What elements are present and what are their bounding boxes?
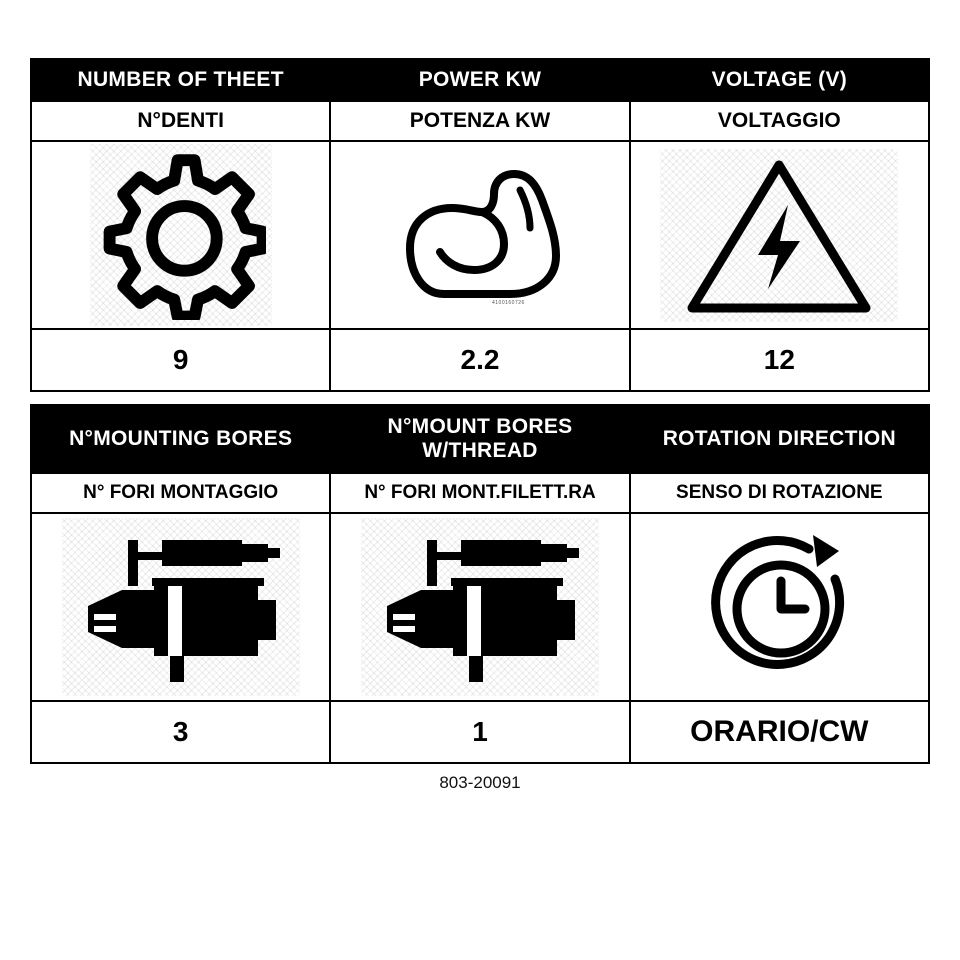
starter-icon-hatch-1 <box>62 518 300 696</box>
flexed-biceps-icon <box>370 160 590 310</box>
value-mounting-bores: 3 <box>31 701 330 763</box>
clockwise-rotation-clock-icon <box>689 527 869 687</box>
icon-cell-mount-bores-thread <box>330 513 629 701</box>
value-voltage: 12 <box>630 329 929 391</box>
part-code: 803-20091 <box>439 773 521 792</box>
starter-motor-icon <box>365 522 595 692</box>
header-en-power: POWER KW <box>330 59 629 101</box>
starter-icon-box-1 <box>32 514 329 700</box>
header-it-voltage: VOLTAGGIO <box>630 101 929 141</box>
voltage-icon-box <box>631 142 928 328</box>
icon-watermark: 4100160726 <box>491 300 525 306</box>
icon-cell-mounting-bores <box>31 513 330 701</box>
header-it-rotation-direction: SENSO DI ROTAZIONE <box>630 473 929 513</box>
value-rotation-direction: ORARIO/CW <box>630 701 929 763</box>
header-en-voltage: VOLTAGE (V) <box>630 59 929 101</box>
header-row-english-bottom <box>31 405 929 473</box>
spec-table-top <box>30 58 930 392</box>
biceps-icon-box <box>331 142 628 328</box>
icon-cell-power <box>330 141 629 329</box>
header-en-mount-bores-thread: N°MOUNT BORES W/THREAD <box>330 405 629 473</box>
gear-icon-hatch <box>90 144 272 326</box>
icon-row-bottom <box>31 513 929 701</box>
icon-cell-teeth <box>31 141 330 329</box>
value-power: 2.2 <box>330 329 629 391</box>
header-row-italian-bottom <box>31 473 929 513</box>
header-row-italian-top <box>31 101 929 141</box>
header-en-teeth: NUMBER OF THEET <box>31 59 330 101</box>
value-mount-bores-thread: 1 <box>330 701 629 763</box>
header-it-mounting-bores: N° FORI MONTAGGIO <box>31 473 330 513</box>
starter-icon-hatch-2 <box>361 518 599 696</box>
header-row-english-top <box>31 59 929 101</box>
value-row-top <box>31 329 929 391</box>
gear-icon-box <box>32 142 329 328</box>
value-teeth: 9 <box>31 329 330 391</box>
spec-sheet <box>30 58 930 793</box>
spec-table-bottom <box>30 404 930 764</box>
gear-icon <box>96 150 266 320</box>
starter-motor-icon <box>66 522 296 692</box>
starter-icon-box-2 <box>331 514 628 700</box>
header-en-rotation-direction: ROTATION DIRECTION <box>630 405 929 473</box>
high-voltage-warning-icon <box>684 153 874 318</box>
rotation-icon-box <box>631 514 928 700</box>
header-it-teeth: N°DENTI <box>31 101 330 141</box>
header-en-mounting-bores: N°MOUNTING BORES <box>31 405 330 473</box>
icon-cell-rotation-direction <box>630 513 929 701</box>
value-row-bottom <box>31 701 929 763</box>
header-it-mount-bores-thread: N° FORI MONT.FILETT.RA <box>330 473 629 513</box>
header-it-power: POTENZA KW <box>330 101 629 141</box>
voltage-icon-hatch <box>660 149 898 322</box>
icon-cell-voltage <box>630 141 929 329</box>
icon-row-top <box>31 141 929 329</box>
